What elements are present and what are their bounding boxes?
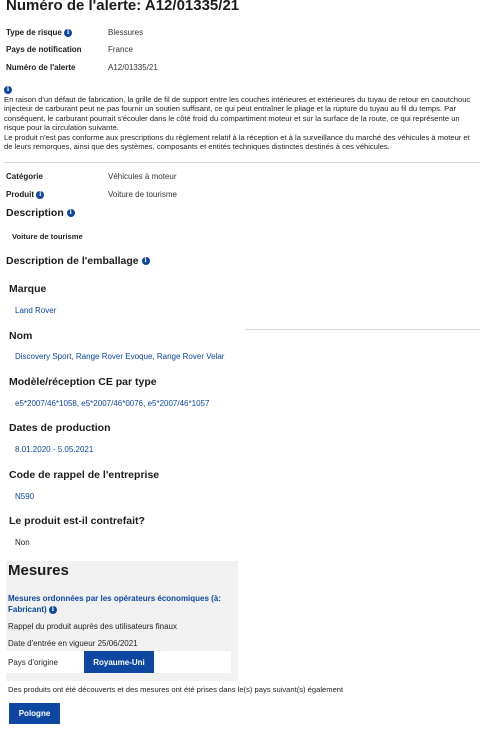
measure-action: Rappel du produit auprès des utilisateurs finaux <box>8 622 177 631</box>
description-value: Voiture de tourisme <box>12 232 83 241</box>
notifying-country-label: Pays de notification <box>6 45 82 54</box>
brand-heading: Marque <box>9 283 47 295</box>
info-icon[interactable]: i <box>4 86 12 94</box>
counterfeit-heading: Le produit est-il contrefait? <box>9 515 145 527</box>
production-dates-heading: Dates de production <box>9 422 111 434</box>
info-icon[interactable]: i <box>64 29 72 37</box>
recall-code-heading: Code de rappel de l'entreprise <box>9 469 160 481</box>
measure-effective-date: Date d'entrée en vigueur 25/06/2021 <box>8 639 138 648</box>
compliance-description: Le produit n'est pas conforme aux prescriptions du règlement relatif à la réception et à la surveillance du marché des véhicules à moteur et de leurs remorques, ainsi que des systèmes, composants et entités techniques distinctes destinés à ces véhicules. <box>4 132 470 152</box>
description-heading: Description i <box>6 207 75 219</box>
measures-subheading: Mesures ordonnées par les opérateurs économiques (à: Fabricant) i <box>8 594 221 614</box>
counterfeit-value: Non <box>15 538 30 547</box>
alert-number-value: A12/01335/21 <box>108 63 158 72</box>
origin-country-badge[interactable]: Royaume-Uni <box>84 651 154 673</box>
product-value: Voiture de tourisme <box>108 190 177 199</box>
measures-heading: Mesures <box>8 562 69 579</box>
risk-description <box>4 95 478 151</box>
name-heading: Nom <box>9 330 33 342</box>
divider <box>245 329 480 330</box>
info-icon[interactable]: i <box>36 191 44 199</box>
alert-number-label: Numéro de l'alerte <box>6 63 76 72</box>
type-approval-value: e5*2007/46*1058, e5*2007/46*0076, e5*2007/46*1057 <box>15 399 210 408</box>
recall-code-value: N590 <box>15 492 35 501</box>
name-value: Discovery Sport, Range Rover Evoque, Range Rover Velar <box>15 352 225 361</box>
category-value: Véhicules à moteur <box>108 172 177 181</box>
type-approval-heading: Modèle/réception CE par type <box>9 376 157 388</box>
notifying-country-value: France <box>108 45 133 54</box>
packaging-heading: Description de l'emballage i <box>6 255 150 267</box>
risk-type-label: Type de risque i <box>6 28 72 37</box>
info-icon[interactable]: i <box>49 606 57 614</box>
brand-value: Land Rover <box>15 306 57 315</box>
divider <box>4 162 480 163</box>
production-dates-value: 8.01.2020 - 5.05.2021 <box>15 445 94 454</box>
found-in-text: Des produits ont été découverts et des mesures ont été prises dans le(s) pays suivant(s) également <box>8 685 344 694</box>
defect-description: En raison d'un défaut de fabrication, la grille de fil de support entre les couches intérieures et extérieures du tuyau de retour en caoutchouc injecteur de carburant peut ne pas fournir un soutien suffisant, ce qui peut entraîner le pliage et la rupture du tuyau au fil du temps. Par conséquent, le carburant pourrait s'écouler dans le côté froid du compartiment moteur et sur la surface de la route, ce qui représente un risque pour la circulation suivante. <box>4 95 471 133</box>
origin-label: Pays d'origine <box>8 658 58 667</box>
product-label: Produit i <box>6 190 44 199</box>
info-icon[interactable]: i <box>67 209 75 217</box>
page-title: Numéro de l'alerte: A12/01335/21 <box>6 0 240 14</box>
risk-type-value: Blessures <box>108 28 144 37</box>
category-label: Catégorie <box>6 172 43 181</box>
info-icon[interactable]: i <box>142 257 150 265</box>
found-in-country-badge[interactable]: Pologne <box>9 703 60 724</box>
